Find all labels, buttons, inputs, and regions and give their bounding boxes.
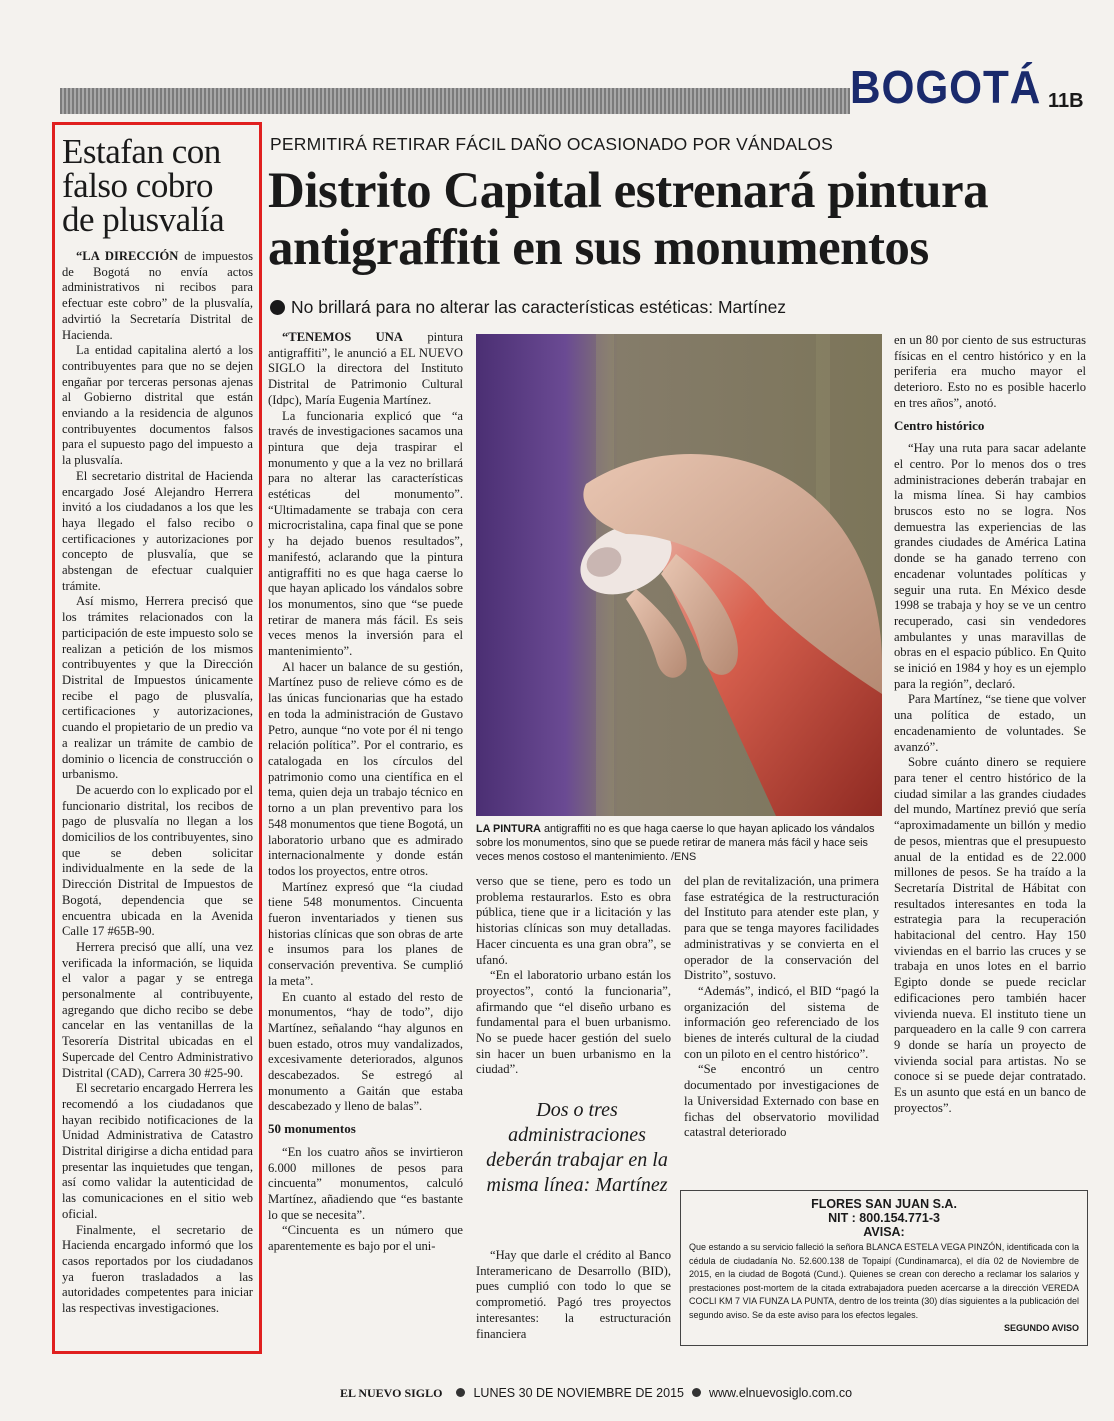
paragraph-text: “Hay una ruta para sacar adelante el centro. Por lo menos dos o tres administraciones deberán trabajar en la misma línea. Si hay cambios bruscos esto no se logra. Nos demuestra las experiencias de las grandes ciudades de América Latina donde se ha ganado terreno con encadenar voluntades políticas y seguir una ruta. En México desde 1998 se trabaja y hoy se ve un centro recuperado, casi sin vendedores ambulantes y unas maravillas de obras en el espacio público. En Quito se inició en 1984 y hoy es un ejemplo para la región”, declaró. bbox=[894, 441, 1086, 691]
paragraph bbox=[476, 968, 671, 1078]
article-column-4 bbox=[894, 333, 1086, 1116]
column-1-paragraphs bbox=[268, 330, 463, 1115]
photo-caption bbox=[476, 822, 882, 864]
paragraph-text: “En el laboratorio urbano están los proyectos”, contó la funcionaria”, afirmando que “el diseño urbano es fundamental para el buen urbanismo. No se puede hacer gestión del suelo sin hacer un buen urbanismo en la ciudad”. bbox=[476, 968, 671, 1077]
sidebar-article bbox=[52, 122, 262, 1354]
paragraph bbox=[62, 343, 253, 469]
paragraph bbox=[268, 990, 463, 1116]
paragraph bbox=[62, 783, 253, 940]
paragraph-text: El secretario encargado Herrera les recomendó a los ciudadanos que hayan recibido notificaciones de la Unidad Administrativa de Catastro Distrital dirigirse a dicha entidad para presentar las inquietudes que tengan, así como validar la autenticidad de las comunicaciones en el sitio web oficial. bbox=[62, 1081, 253, 1221]
article-column-2 bbox=[476, 874, 671, 1078]
ad-nit: NIT : 800.154.771-3 bbox=[828, 1211, 940, 1225]
paragraph bbox=[62, 1081, 253, 1222]
footer-brand: EL NUEVO SIGLO bbox=[340, 1386, 443, 1400]
paragraph-text: “Cincuenta es un número que aparentemente es bajo por el uni- bbox=[268, 1223, 463, 1254]
paragraph bbox=[268, 660, 463, 880]
section-heading-50-monumentos: 50 monumentos bbox=[268, 1121, 356, 1137]
paragraph bbox=[268, 1223, 463, 1254]
column-4-paragraphs bbox=[894, 333, 1086, 412]
paragraph-text: “Además”, indicó, el BID “pagó la organización del sistema de información geo referenciado de los bienes de interés cultural de la ciudad con un piloto en el centro histórico”. bbox=[684, 983, 879, 1061]
paragraph bbox=[894, 441, 1086, 692]
paragraph-text: En cuanto al estado del resto de monumentos, “hay de todo”, dijo Martínez, señalando “hay algunos en buen estado, otros muy vandalizados, excesivamente deteriorados, algunos descabezados. Se estregó al monumento a Gaitán que estaba descabezado y lleno de balas”. bbox=[268, 989, 463, 1114]
paragraph bbox=[62, 940, 253, 1081]
column-2-paragraphs bbox=[476, 874, 671, 1078]
caption-text: antigraffiti no es que haga caerse lo que hayan aplicado los vándalos sobre los monumentos, sino que se puede retirar de manera más fácil y hace seis veces menos costoso el mantenimiento. /ENS bbox=[476, 823, 875, 863]
paragraph-text: de impuestos de Bogotá no envía actos administrativos ni recibos para efectuar este cobro” de la plusvalía, advirtió la Secretaría Distrital de Hacienda. bbox=[62, 249, 253, 342]
paragraph bbox=[476, 874, 671, 968]
section-heading-centro-historico: Centro histórico bbox=[894, 417, 985, 433]
paragraph-text: Martínez expresó que “la ciudad tiene 548 monumentos. Cincuenta fueron inventariados y tienen sus historias clínicas que son obras de arte e insumos para los planes de conservación preventiva. Se cumplió la meta”. bbox=[268, 879, 463, 988]
paragraph-lead: “TENEMOS UNA bbox=[282, 330, 403, 344]
caption-lead: LA PINTURA bbox=[476, 823, 541, 835]
subhead-text: No brillará para no alterar las características estéticas: Martínez bbox=[291, 297, 787, 317]
paragraph-text: El secretario distrital de Hacienda encargado José Alejandro Herrera invitó a los ciudadanos a los que les haya llegado el falso recibo o certificaciones y autorizaciones por concepto de plusvalía, que se abstengan de efectuar cualquier trámite. bbox=[62, 468, 253, 593]
footer-date: LUNES 30 DE NOVIEMBRE DE 2015 bbox=[473, 1386, 684, 1400]
column-1-paragraphs-after bbox=[268, 1145, 463, 1255]
paragraph bbox=[62, 594, 253, 782]
paragraph bbox=[62, 469, 253, 595]
sidebar-body bbox=[62, 249, 253, 1317]
bullet-icon bbox=[270, 300, 285, 315]
paragraph bbox=[268, 1145, 463, 1224]
article-kicker: PERMITIRÁ RETIRAR FÁCIL DAÑO OCASIONADO POR VÁNDALOS bbox=[270, 134, 834, 154]
column-2-paragraphs-after bbox=[476, 1248, 671, 1342]
paragraph-text: verso que se tiene, pero es todo un problema restaurarlos. Esto es obra pública, tiene que ir a licitación y las historias clínicas son muy detalladas. Hacer cincuenta es una gran obra”, se ufanó. bbox=[476, 874, 671, 967]
paragraph-text: “Hay que darle el crédito al Banco Interamericano de Desarrollo (BID), pues cumplió con todo lo que se comprometió. Pagó tres proyectos interesantes: la estructuración financiera bbox=[476, 1248, 671, 1341]
paragraph-text: Herrera precisó que allí, una vez verificada la información, se liquida el valor a pagar y se entrega personalmente al contribuyente, agregando que dicho recibo se debe cancelar en las ventanillas de la Tesorería Distrital ubicadas en el Supercade del Centro Administrativo Distrital (CAD), Carrera 30 #25-90. bbox=[62, 939, 253, 1080]
footer-url[interactable]: www.elnuevosiglo.com.co bbox=[708, 1386, 853, 1400]
paragraph-text: La entidad capitalina alertó a los contribuyentes para que no se dejen engañar por terceras personas ajenas al Gobierno distrital que están enviando a la residencia de algunos contribuyentes documentos falsos para el supuesto pago del impuesto a la plusvalía. bbox=[62, 343, 253, 468]
paragraph-text: “En los cuatro años se invirtieron 6.000 millones de pesos para cincuenta” monumentos, calculó Martínez, añadiendo que “es bastante lo que se necesita”. bbox=[268, 1144, 463, 1222]
paragraph bbox=[62, 1223, 253, 1317]
paragraph bbox=[894, 692, 1086, 755]
sidebar-title: Estafan con falso cobro de plusvalía bbox=[62, 132, 225, 239]
paragraph-text: De acuerdo con lo explicado por el funcionario distrital, los recibos de pago de plusvalía no llegan a los domicilios de los contribuyentes, sino que se deben solicitar individualmente en la sede de la Dirección Distrital de Impuestos de Bogotá, dependencia que se encuentra ubicada en la Avenida Calle 17 #65B-90. bbox=[62, 782, 253, 939]
paragraph bbox=[62, 249, 253, 343]
paragraph bbox=[476, 1248, 671, 1342]
paragraph-text: La funcionaria explicó que “a través de investigaciones sacamos una pintura que deja traspirar el monumento y que a la vez no brillará para no alterar las características estéticas del monumento”. “Ultimadamente se trabaja con cera microcristalina, capa final que se pone y ha dejado buenos resultados”, manifestó, aclarando que la pintura antigraffiti no es que haga caerse lo que hayan aplicado los vándalos sobre los monumentos, sino que “se puede retirar de manera más fácil. Es seis veces menos la inversión para el mantenimiento”. bbox=[268, 408, 463, 659]
paragraph-text: pintura antigraffiti”, le anunció a EL NUEVO SIGLO la directora del Instituto Distrital de Patrimonio Cultural (Idpc), María Eugenia Martínez. bbox=[268, 330, 463, 407]
paragraph bbox=[268, 330, 463, 409]
article-headline: Distrito Capital estrenará pintura antigraffiti en sus monumentos bbox=[268, 163, 989, 276]
column-3-paragraphs bbox=[684, 874, 879, 1141]
section-title: BOGOTÁ bbox=[850, 61, 1042, 113]
paragraph-text: del plan de revitalización, una primera fase estratégica de la restructuración del Instituto para atender este plan, y para que se tenga mayores facilidades administrativas y se convierta en el operador de la conservación del Distrito”, sostuvo. bbox=[684, 874, 879, 983]
paragraph-text: “Se encontró un centro documentado por investigaciones de la Universidad Externado con base en fichas del observatorio movilidad catastral deteriorado bbox=[684, 1062, 879, 1140]
bullet-icon bbox=[692, 1388, 701, 1397]
paragraph bbox=[894, 755, 1086, 1116]
ad-avisa: AVISA: bbox=[863, 1225, 905, 1239]
article-column-1 bbox=[268, 330, 463, 1255]
header-bar bbox=[60, 88, 850, 114]
paragraph-text: Al hacer un balance de su gestión, Martínez puso de relieve cómo es de las únicas funcionarias que ha estado en toda la administración de Gustavo Petro, aunque “no vote por él ni tengo relación política”. Por el contrario, es catalogada en los círculos del patrimonio como una científica en el tema, quien deja un trabajo técnico en torno a un plan preventivo para los 548 monumentos que tiene Bogotá, un laboratorio urbano que es admirado internacionalmente y donde están todos los proyectos, entre otros. bbox=[268, 659, 463, 878]
article-subhead bbox=[270, 297, 786, 318]
paragraph-text: Sobre cuánto dinero se requiere para tener el centro histórico de la ciudad similar a las grandes ciudades del mundo, Martínez previó que sería “aproximadamente un billón y medio de pesos, mientras que el presupuesto anual de la entidad es de 22.000 millones de pesos. Se ha traído a la Secretaría Distrital de Hábitat con resultados interesantes en toda la estrategia para la recuperación habitacional del centro. Hay 150 viviendas en el barrio las cruces y se trabaja en unos lotes en el barrio Egipto donde se puede reciclar edificaciones pero también hacer vivienda nueva. El instituto tiene un parqueadero en la calle 9 con carrera 9 donde se haría un proyecto de vivienda social para artistas. No se conoce si se puede dejar contratado. Es un asunto que está en un banco de proyectos”. bbox=[894, 755, 1086, 1115]
bullet-icon bbox=[456, 1388, 465, 1397]
pull-quote: Dos o tres administraciones deberán trabajar en la misma línea: Martínez bbox=[486, 1099, 668, 1196]
ad-company: FLORES SAN JUAN S.A. bbox=[811, 1197, 957, 1211]
page-number: 11B bbox=[1048, 90, 1084, 112]
paragraph-text: Finalmente, el secretario de Hacienda encargado informó que los casos reportados por los ciudadanos ya fueron trasladados a las autoridades competentes para iniciar las respectivas investigaciones. bbox=[62, 1222, 253, 1316]
spray-can-hand-image bbox=[476, 334, 882, 816]
column-4-paragraphs-after bbox=[894, 441, 1086, 1116]
article-photo bbox=[476, 334, 882, 816]
paragraph-lead: “LA DIRECCIÓN bbox=[76, 249, 179, 263]
paragraph bbox=[894, 333, 1086, 412]
paragraph bbox=[268, 409, 463, 660]
paragraph bbox=[268, 880, 463, 990]
article-column-3 bbox=[684, 874, 879, 1141]
page-footer bbox=[340, 1386, 852, 1401]
legal-notice-ad bbox=[680, 1190, 1088, 1346]
paragraph-text: Para Martínez, “se tiene que volver una política de estado, un encadenamiento de voluntades. Se avanzó”. bbox=[894, 692, 1086, 754]
paragraph-text: Así mismo, Herrera precisó que los trámites relacionados con la participación de este impuesto solo se realizan a petición de los mismos contribuyentes y que la Dirección Distrital de Impuestos únicamente recibe el pago de plusvalía, certificaciones y autorizaciones, cuando el propietario de un predio va a realizar un trámite de cambio de dominio o licencia de construcción o urbanismo. bbox=[62, 594, 253, 782]
paragraph bbox=[684, 984, 879, 1063]
paragraph bbox=[684, 874, 879, 984]
ad-body: Que estando a su servicio falleció la señora BLANCA ESTELA VEGA PINZÓN, identificada con la cédula de ciudadanía No. 52.600.138 de Topaipí (Cundinamarca), el día 02 de Noviembre de 2015, en la ciudad de Bogotá (Cund.). Quienes se crean con derecho a reclamar los salarios y prestaciones post-mortem de la citada extrabajadora pueden acercarse a la dirección VEREDA COCLI KM 7 VIA FUNZA LA PUNTA, dentro de los treinta (30) días siguientes a la publicación del segundo aviso. Se da este aviso para los efectos legales. bbox=[689, 1242, 1079, 1320]
ad-footer: SEGUNDO AVISO bbox=[1003, 1323, 1079, 1333]
paragraph bbox=[684, 1062, 879, 1141]
paragraph-text: en un 80 por ciento de sus estructuras físicas en el centro histórico y en la periferia era mucho mayor el deterioro. Esto no es posible hacerlo en tres años”, anotó. bbox=[894, 333, 1086, 410]
article-column-2-bottom bbox=[476, 1248, 671, 1342]
